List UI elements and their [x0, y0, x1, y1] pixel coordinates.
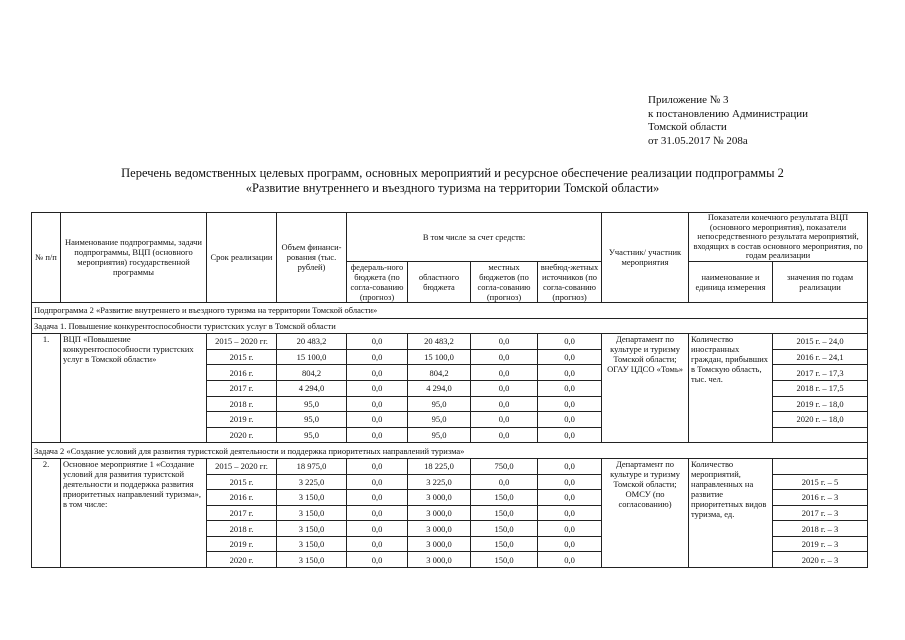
extra-cell: 0,0 — [538, 505, 602, 521]
program-table — [31, 212, 868, 568]
extra-cell: 0,0 — [538, 427, 602, 443]
regional-cell: 3 000,0 — [408, 505, 471, 521]
subprogram-row — [32, 302, 868, 318]
appendix-line-1: Приложение № 3 — [648, 94, 729, 106]
task-1-title: Задача 1. Повышение конкурентоспособности туристских услуг в Томской области — [32, 318, 868, 334]
regional-cell: 95,0 — [408, 396, 471, 412]
regional-cell: 4 294,0 — [408, 380, 471, 396]
table-body — [32, 302, 868, 567]
indicator-value-cell: 2015 г. – 5 — [773, 474, 868, 490]
task-1-row — [32, 318, 868, 334]
federal-cell: 0,0 — [347, 474, 408, 490]
regional-cell: 18 225,0 — [408, 458, 471, 474]
header-regional: областного бюджета — [408, 261, 471, 302]
header-indicator-values: значения по годам реализации — [773, 261, 868, 302]
volume-cell: 3 150,0 — [277, 536, 347, 552]
title-line-1: Перечень ведомственных целевых программ, основных мероприятий и ресурсное обеспечение реализации подпрограммы 2 — [121, 166, 784, 180]
task-2-number: 2. — [32, 458, 61, 567]
regional-cell: 95,0 — [408, 427, 471, 443]
local-cell: 0,0 — [471, 365, 538, 381]
appendix-block — [648, 94, 808, 148]
task-2-participant: Департамент по культуре и туризму Томской области; ОМСУ (по согласованию) — [602, 458, 689, 567]
table-row — [32, 334, 868, 350]
federal-cell: 0,0 — [347, 427, 408, 443]
subprogram-title: Подпрограмма 2 «Развитие внутреннего и въездного туризма на территории Томской области» — [32, 302, 868, 318]
regional-cell: 3 225,0 — [408, 474, 471, 490]
extra-cell: 0,0 — [538, 412, 602, 428]
extra-cell: 0,0 — [538, 521, 602, 537]
extra-cell: 0,0 — [538, 536, 602, 552]
local-cell: 0,0 — [471, 474, 538, 490]
indicator-value-cell — [773, 427, 868, 443]
regional-cell: 15 100,0 — [408, 349, 471, 365]
federal-cell: 0,0 — [347, 536, 408, 552]
volume-cell: 18 975,0 — [277, 458, 347, 474]
federal-cell: 0,0 — [347, 505, 408, 521]
volume-cell: 3 150,0 — [277, 521, 347, 537]
volume-cell: 804,2 — [277, 365, 347, 381]
indicator-value-cell: 2017 г. – 17,3 — [773, 365, 868, 381]
term-cell: 2017 г. — [207, 505, 277, 521]
regional-cell: 3 000,0 — [408, 521, 471, 537]
task-1-participant: Департамент по культуре и туризму Томской области; ОГАУ ЦДСО «Томь» — [602, 334, 689, 443]
task-1-number: 1. — [32, 334, 61, 443]
appendix-line-2: к постановлению Администрации — [648, 107, 809, 120]
header-name: Наименование подпрограммы, задачи подпрограммы, ВЦП (основного мероприятия) государственной программы — [61, 213, 207, 303]
term-cell: 2016 г. — [207, 490, 277, 506]
extra-cell: 0,0 — [538, 458, 602, 474]
local-cell: 150,0 — [471, 490, 538, 506]
indicator-value-cell: 2018 г. – 3 — [773, 521, 868, 537]
task-1-name: ВЦП «Повышение конкурентоспособности туристских услуг в Томской области» — [61, 334, 207, 443]
extra-cell: 0,0 — [538, 334, 602, 350]
indicator-value-cell: 2020 г. – 18,0 — [773, 412, 868, 428]
extra-cell: 0,0 — [538, 474, 602, 490]
federal-cell: 0,0 — [347, 380, 408, 396]
indicator-value-cell: 2018 г. – 17,5 — [773, 380, 868, 396]
term-cell: 2020 г. — [207, 427, 277, 443]
volume-cell: 3 150,0 — [277, 505, 347, 521]
extra-cell: 0,0 — [538, 490, 602, 506]
indicator-value-cell: 2017 г. – 3 — [773, 505, 868, 521]
volume-cell: 20 483,2 — [277, 334, 347, 350]
header-local: местных бюджетов (по согла-сованию (прогноз) — [471, 261, 538, 302]
federal-cell: 0,0 — [347, 334, 408, 350]
local-cell: 0,0 — [471, 412, 538, 428]
volume-cell: 4 294,0 — [277, 380, 347, 396]
local-cell: 150,0 — [471, 505, 538, 521]
volume-cell: 95,0 — [277, 427, 347, 443]
appendix-line-3: Томской области — [648, 121, 727, 133]
header-term: Срок реализации — [207, 213, 277, 303]
term-cell: 2015 – 2020 гг. — [207, 458, 277, 474]
indicator-value-cell: 2016 г. – 24,1 — [773, 349, 868, 365]
term-cell: 2018 г. — [207, 521, 277, 537]
federal-cell: 0,0 — [347, 458, 408, 474]
extra-cell: 0,0 — [538, 552, 602, 568]
volume-cell: 3 150,0 — [277, 490, 347, 506]
header-num: № п/п — [32, 213, 61, 303]
regional-cell: 20 483,2 — [408, 334, 471, 350]
local-cell: 0,0 — [471, 396, 538, 412]
indicator-value-cell: 2019 г. – 3 — [773, 536, 868, 552]
table-header — [32, 213, 868, 303]
term-cell: 2020 г. — [207, 552, 277, 568]
header-extra: внебюд-жетных источников (по согла-сованию (прогноз) — [538, 261, 602, 302]
local-cell: 150,0 — [471, 536, 538, 552]
header-indicator-name: наименование и единица измерения — [689, 261, 773, 302]
federal-cell: 0,0 — [347, 396, 408, 412]
term-cell: 2015 г. — [207, 474, 277, 490]
local-cell: 0,0 — [471, 349, 538, 365]
volume-cell: 95,0 — [277, 412, 347, 428]
task-2-name: Основное мероприятие 1 «Создание условий для развития туристской деятельности и поддержка развития приоритетных направлений туризма», в том числе: — [61, 458, 207, 567]
regional-cell: 3 000,0 — [408, 552, 471, 568]
header-volume: Объем финанси-рования (тыс. рублей) — [277, 213, 347, 303]
local-cell: 0,0 — [471, 427, 538, 443]
extra-cell: 0,0 — [538, 380, 602, 396]
term-cell: 2015 г. — [207, 349, 277, 365]
federal-cell: 0,0 — [347, 490, 408, 506]
volume-cell: 3 225,0 — [277, 474, 347, 490]
extra-cell: 0,0 — [538, 365, 602, 381]
local-cell: 0,0 — [471, 334, 538, 350]
appendix-line-4: от 31.05.2017 № 208а — [648, 134, 748, 147]
term-cell: 2019 г. — [207, 536, 277, 552]
local-cell: 750,0 — [471, 458, 538, 474]
federal-cell: 0,0 — [347, 349, 408, 365]
indicator-value-cell: 2015 г. – 24,0 — [773, 334, 868, 350]
volume-cell: 3 150,0 — [277, 552, 347, 568]
federal-cell: 0,0 — [347, 521, 408, 537]
header-federal: федераль-ного бюджета (по согла-сованию (прогноз) — [347, 261, 408, 302]
volume-cell: 95,0 — [277, 396, 347, 412]
title-line-2: «Развитие внутреннего и въездного туризма на территории Томской области» — [245, 181, 660, 195]
term-cell: 2017 г. — [207, 380, 277, 396]
indicator-value-cell — [773, 458, 868, 474]
federal-cell: 0,0 — [347, 412, 408, 428]
local-cell: 150,0 — [471, 521, 538, 537]
task-2-indicator: Количество мероприятий, направленных на развитие приоритетных видов туризма, ед. — [689, 458, 773, 567]
term-cell: 2018 г. — [207, 396, 277, 412]
regional-cell: 95,0 — [408, 412, 471, 428]
task-2-row — [32, 443, 868, 459]
header-indicators-group: Показатели конечного результата ВЦП (основного мероприятия), показатели непосредственного результата мероприятий, входящих в состав основного мероприятия, по годам реализации — [689, 213, 868, 262]
header-sources-group: В том числе за счет средств: — [347, 213, 602, 262]
task-1-indicator: Количество иностранных граждан, прибывших в Томскую область, тыс. чел. — [689, 334, 773, 443]
table-row — [32, 458, 868, 474]
volume-cell: 15 100,0 — [277, 349, 347, 365]
regional-cell: 804,2 — [408, 365, 471, 381]
regional-cell: 3 000,0 — [408, 536, 471, 552]
term-cell: 2016 г. — [207, 365, 277, 381]
document-title — [0, 166, 905, 196]
local-cell: 0,0 — [471, 380, 538, 396]
regional-cell: 3 000,0 — [408, 490, 471, 506]
indicator-value-cell: 2016 г. – 3 — [773, 490, 868, 506]
header-participant: Участник/ участник мероприятия — [602, 213, 689, 303]
term-cell: 2019 г. — [207, 412, 277, 428]
indicator-value-cell: 2020 г. – 3 — [773, 552, 868, 568]
federal-cell: 0,0 — [347, 365, 408, 381]
task-2-title: Задача 2 «Создание условий для развития туристской деятельности и поддержка приоритетных направлений туризма» — [32, 443, 868, 459]
extra-cell: 0,0 — [538, 349, 602, 365]
extra-cell: 0,0 — [538, 396, 602, 412]
indicator-value-cell: 2019 г. – 18,0 — [773, 396, 868, 412]
term-cell: 2015 – 2020 гг. — [207, 334, 277, 350]
local-cell: 150,0 — [471, 552, 538, 568]
federal-cell: 0,0 — [347, 552, 408, 568]
